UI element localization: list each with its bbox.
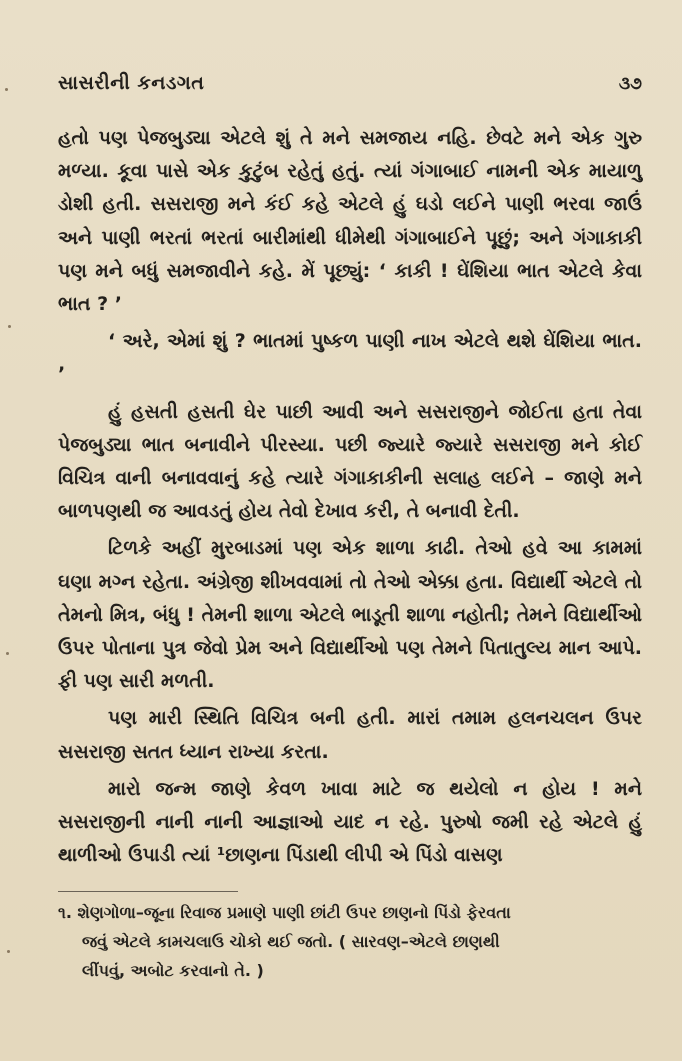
paper-speck [6, 652, 9, 655]
paper-speck [5, 88, 8, 91]
footnote-line: જવું એટલે કામચલાઉ ચોકો થઈ જતો. ( સારવણ–એટલે છાણથી [82, 932, 500, 951]
footnote [58, 898, 642, 985]
paragraph: હતો પણ પેજબુડ્યા એટલે શું તે મને સમજાય નહિ. છેવટે મને એક ગુરુ મળ્યા. કૂવા પાસે એક કુટુંબ રહેતું હતું. ત્યાં ગંગાબાઈ નામની એક માયાળુ ડોશી હતી. સસરાજી મને કંઈ કહે એટલે હું ઘડો લઈને પાણી ભરવા જાઉં અને પાણી ભરતાં ભરતાં બારીમાંથી ધીમેથી ગંગાબાઈને પૂછું; અને ગંગાકાકી પણ મને બધું સમજાવીને કહે. મેં પૂછ્યું: ‘ કાકી ! ઘેંશિયા ભાત એટલે કેવા ભાત ? ’ [58, 127, 642, 316]
paper-speck [8, 325, 11, 328]
running-head: સાસરીની કનડગત [58, 72, 205, 94]
paper-speck [7, 950, 10, 953]
paragraph: હું હસતી હસતી ઘેર પાછી આવી અને સસરાજીને જોઈતા હતા તેવા પેજબુડ્યા ભાત બનાવીને પીરસ્યા. પછી જ્યારે જ્યારે સસરાજી મને કોઈ વિચિત્ર વાની બનાવવાનું કહે ત્યારે ગંગાકાકીની સલાહ લઈને – જાણે મને બાળપણથી જ આવડતું હોય તેવો દેખાવ કરી, તે બનાવી દેતી. [58, 400, 642, 523]
page-header [58, 72, 642, 94]
footnote-line: લીંપવું, અબોટ કરવાનો તે. ) [82, 961, 264, 980]
page-number: ૩૭ [618, 74, 642, 94]
body-text [58, 122, 642, 876]
footnote-line: ૧. શેણગોળા–જૂના રિવાજ પ્રમાણે પાણી છાંટી ઉપર છાણનો પિંડો ફેરવતા [58, 903, 511, 922]
paragraph: પણ મારી સ્થિતિ વિચિત્ર બની હતી. મારાં તમામ હલનચલન ઉપર સસરાજી સતત ધ્યાન રાખ્યા કરતા. [58, 707, 642, 763]
paragraph: ટિળકે અહીં મુરબાડમાં પણ એક શાળા કાઢી. તેઓ હવે આ કામમાં ઘણા મગ્ન રહેતા. અંગ્રેજી શીખવવામાં તો તેઓ એક્કા હતા. વિદ્યાર્થી એટલે તો તેમનો મિત્ર, બંધુ ! તેમની શાળા એટલે ભાડૂતી શાળા નહોતી; તેમને વિદ્યાર્થીઓ ઉપર પોતાના પુત્ર જેવો પ્રેમ અને વિદ્યાર્થીઓ પણ તેમને પિતાતુલ્ય માન આપે. ફી પણ સારી મળતી. [58, 537, 642, 693]
paragraph: મારો જન્મ જાણે કેવળ ખાવા માટે જ થયેલો ન હોય ! મને સસરાજીની નાની નાની આજ્ઞાઓ યાદ ન રહે. પુરુષો જમી રહે એટલે હું થાળીઓ ઉપાડી ત્યાં ¹છાણના પિંડાથી લીપી એ પિંડો વાસણ [58, 777, 642, 867]
paragraph: ‘ અરે, એમાં શું ? ભાતમાં પુષ્કળ પાણી નાખ એટલે થશે ઘેંશિયા ભાત. ’ [58, 330, 642, 386]
footnote-divider [58, 891, 238, 892]
